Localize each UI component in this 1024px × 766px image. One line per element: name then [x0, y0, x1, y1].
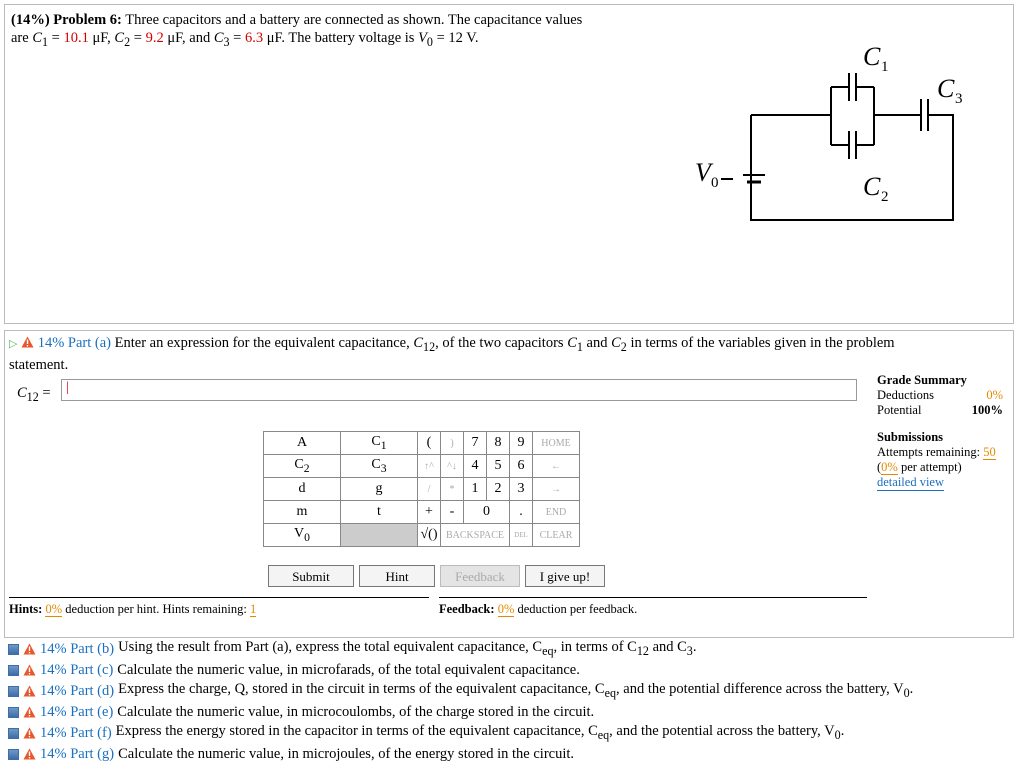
answer-input[interactable]: |	[61, 379, 857, 401]
key-sqrt[interactable]: √()	[418, 524, 441, 547]
feedback-button[interactable]: Feedback	[440, 565, 520, 587]
svg-text:1: 1	[881, 59, 889, 75]
key-right-arrow[interactable]: →	[533, 478, 580, 501]
key-m[interactable]: m	[264, 501, 341, 524]
wire	[751, 115, 953, 220]
svg-text:0: 0	[711, 175, 719, 191]
key-4[interactable]: 4	[464, 455, 487, 478]
c2-label: C	[863, 172, 881, 201]
key-0[interactable]: 0	[464, 501, 510, 524]
key-home[interactable]: HOME	[533, 432, 580, 455]
c1-label: C	[863, 42, 881, 71]
c3-label: C	[937, 74, 955, 103]
key-multiply[interactable]: *	[441, 478, 464, 501]
part-a-header: ▷ 14% Part (a) Enter an expression for the equivalent capacitance, $C_{12}$, of the two capacitors $C_1$ and $C_2$ in terms of the variables given in the problem statement.	[9, 335, 895, 373]
c2-value: 9.2	[145, 30, 164, 46]
part-f-row[interactable]: 14% Part (f) Express the energy stored in the capacitor in terms of the equivalent capacitance, $C_{eq}$, and the potential across the battery, $V_0$.	[8, 722, 1008, 745]
key-C1[interactable]: $C_1$	[341, 432, 418, 455]
problem-statement: (14%) Problem 6: Three capacitors and a battery are connected as shown. The capacitance values are $C_1 = 10.1$ μF, $C_2 = 9.2$ μF, and $C_3 = 6.3$ μF. The battery voltage is $V_0 = 12$ V.	[11, 12, 583, 49]
hints-bar: Hints: 0% deduction per hint. Hints remaining: 1	[9, 597, 429, 638]
key-C3[interactable]: $C_3$	[341, 455, 418, 478]
key-5[interactable]: 5	[487, 455, 510, 478]
collapsed-part-icon	[8, 665, 19, 676]
key-7[interactable]: 7	[464, 432, 487, 455]
part-b-row[interactable]: 14% Part (b) Using the result from Part (a), express the total equivalent capacitance, $C_{eq}$, in terms of $C_{12}$ and $C_3$.	[8, 638, 1008, 661]
collapsed-part-icon	[8, 644, 19, 655]
key-t[interactable]: t	[341, 501, 418, 524]
key-left-arrow[interactable]: ←	[533, 455, 580, 478]
warning-icon	[23, 685, 36, 697]
collapsed-parts-list	[8, 638, 1008, 764]
grade-summary: Grade Summary Deductions 0% Potential 100% Submissions Attempts remaining: 50 (0% per attempt) detailed view	[877, 373, 1003, 489]
key-8[interactable]: 8	[487, 432, 510, 455]
warning-icon	[23, 727, 36, 739]
give-up-button[interactable]: I give up!	[525, 565, 605, 587]
key-g[interactable]: g	[341, 478, 418, 501]
c2-capacitor	[849, 131, 856, 159]
key-d[interactable]: d	[264, 478, 341, 501]
svg-text:2: 2	[881, 189, 889, 205]
c3-capacitor	[921, 99, 928, 131]
key-plus[interactable]: +	[418, 501, 441, 524]
key-up[interactable]: ↑^	[418, 455, 441, 478]
key-6[interactable]: 6	[510, 455, 533, 478]
part-a-panel	[4, 330, 1014, 638]
warning-icon	[23, 706, 36, 718]
attempts-remaining: 50	[983, 445, 996, 459]
collapsed-part-icon	[8, 749, 19, 760]
v0-label: V	[695, 158, 711, 187]
collapsed-part-icon	[8, 686, 19, 697]
expand-triangle-icon[interactable]: ▷	[9, 338, 18, 350]
key-divide[interactable]: /	[418, 478, 441, 501]
answer-label: $C_{12}$ =	[17, 385, 51, 404]
key-C2[interactable]: $C_2$	[264, 455, 341, 478]
key-A[interactable]: A	[264, 432, 341, 455]
key-V0[interactable]: $V_0$	[264, 524, 341, 547]
hint-button[interactable]: Hint	[359, 565, 435, 587]
key-open-paren[interactable]: (	[418, 432, 441, 455]
problem-panel	[4, 4, 1014, 324]
key-down[interactable]: ^↓	[441, 455, 464, 478]
warning-icon	[23, 748, 36, 760]
collapsed-part-icon	[8, 707, 19, 718]
part-e-row[interactable]: 14% Part (e) Calculate the numeric value, in microcoulombs, of the charge stored in the circuit.	[8, 703, 1008, 722]
key-9[interactable]: 9	[510, 432, 533, 455]
key-dot[interactable]: .	[510, 501, 533, 524]
c3-value: 6.3	[244, 30, 264, 46]
submissions-title: Submissions	[877, 430, 944, 444]
key-clear[interactable]: CLEAR	[533, 524, 580, 547]
part-c-row[interactable]: 14% Part (c) Calculate the numeric value, in microfarads, of the total equivalent capacitance.	[8, 661, 1008, 680]
key-close-paren[interactable]: )	[441, 432, 464, 455]
c1-value: 10.1	[63, 30, 89, 46]
problem-label: (14%) Problem 6:	[11, 12, 122, 28]
warning-icon	[23, 643, 36, 655]
key-blank	[341, 524, 418, 547]
hints-remaining: 1	[249, 602, 257, 616]
key-del[interactable]: DEL	[510, 524, 533, 547]
part-a-percent: 14% Part (a)	[37, 335, 111, 351]
feedback-bar: Feedback: 0% deduction per feedback.	[439, 597, 867, 638]
c1-capacitor	[849, 73, 856, 101]
part-g-row[interactable]: 14% Part (g) Calculate the numeric value, in microjoules, of the energy stored in the circuit.	[8, 745, 1008, 764]
equation-keypad	[263, 431, 580, 547]
warning-icon	[23, 664, 36, 676]
collapsed-part-icon	[8, 728, 19, 739]
grade-summary-title: Grade Summary	[877, 373, 967, 387]
key-end[interactable]: END	[533, 501, 580, 524]
part-d-row[interactable]: 14% Part (d) Express the charge, Q, stored in the circuit in terms of the equivalent capacitance, $C_{eq}$, and the potential difference across the battery, $V_0$.	[8, 680, 1008, 703]
key-3[interactable]: 3	[510, 478, 533, 501]
key-minus[interactable]: -	[441, 501, 464, 524]
key-backspace[interactable]: BACKSPACE	[441, 524, 510, 547]
warning-icon	[21, 336, 34, 348]
detailed-view-link[interactable]: detailed view	[877, 475, 944, 489]
svg-text:3: 3	[955, 91, 963, 107]
circuit-diagram	[681, 35, 981, 225]
key-1[interactable]: 1	[464, 478, 487, 501]
submit-button[interactable]: Submit	[268, 565, 354, 587]
key-2[interactable]: 2	[487, 478, 510, 501]
